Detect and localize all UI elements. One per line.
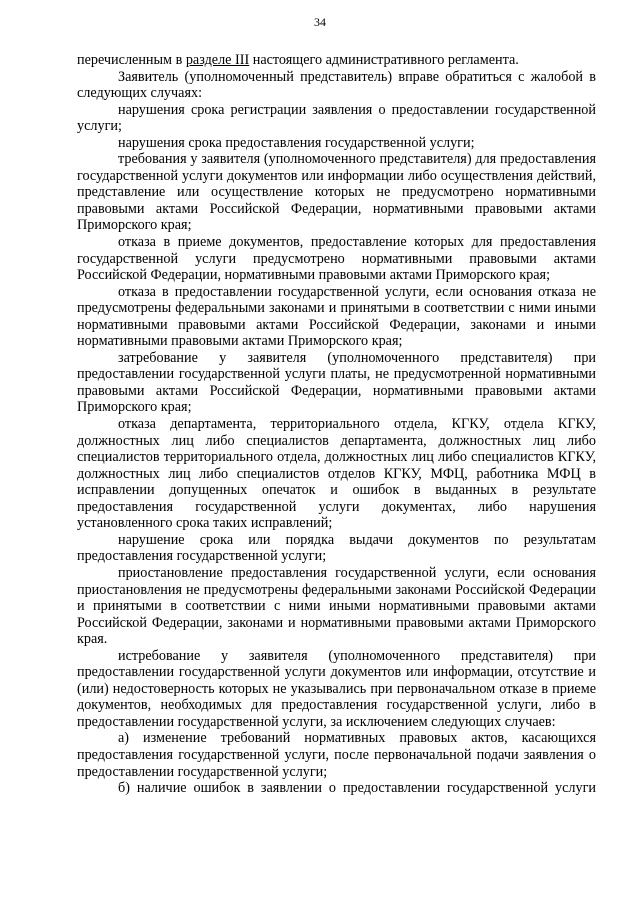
paragraph: нарушения срока регистрации заявления о предоставлении государственной услуги; — [77, 101, 596, 135]
paragraph: отказа департамента, территориального отдела, КГКУ, отдела КГКУ, должностных лиц либо специалистов департамента, должностных лиц либо специалистов территориального отдела, должностных лиц либо специалистов КГКУ, должностных лиц либо специалистов отделов КГКУ, МФЦ, работника МФЦ в исправлении допущенных опечаток и ошибок в выданных в результате предоставления государственной услуги документах, либо нарушения установленного срока таких исправлений; — [77, 416, 596, 532]
paragraph: отказа в приеме документов, предоставление которых для предоставления государственной услуги предусмотрено нормативными правовыми актами Российской Федерации, нормативными правовыми актами Приморского края; — [77, 234, 596, 284]
paragraph: затребование у заявителя (уполномоченного представителя) при предоставлении государственной услуги платы, не предусмотренной нормативными правовыми актами Российской Федерации, нормативными правовыми актами Приморского края; — [77, 349, 596, 416]
page-number: 34 — [314, 15, 326, 29]
paragraph: требования у заявителя (уполномоченного представителя) для предоставления государственной услуги документов или информации либо осуществления действий, представление или осуществление которых не предусмотрено нормативными правовыми актами Российской Федерации, нормативными правовыми актами Приморского края; — [77, 151, 596, 234]
paragraph: приостановление предоставления государственной услуги, если основания приостановления не предусмотрены федеральными законами Российской Федерации и принятыми в соответствии с ними иными нормативными правовыми актами Российской Федерации, законами и нормативными правовыми актами Приморского края. — [77, 564, 596, 648]
paragraph: а) изменение требований нормативных правовых актов, касающихся предоставления государственной услуги, после первоначальной подачи заявления о предоставлении государственной услуги; — [77, 730, 596, 780]
paragraph: истребование у заявителя (уполномоченного представителя) при предоставлении государственной услуги документов или информации, отсутствие и (или) недостоверность которых не указывались при первоначальном отказе в приеме документов, необходимых для предоставления государственной услуги, либо в предоставлении государственной услуги, за исключением следующих случаев: — [77, 647, 596, 730]
paragraph-text-pre: перечисленным в — [77, 52, 186, 68]
document-body — [77, 52, 596, 797]
paragraph: нарушения срока предоставления государственной услуги; — [118, 134, 475, 151]
section-iii-link[interactable]: разделе III — [185, 52, 250, 68]
paragraph-last: б) наличие ошибок в заявлении о предоставлении государственной услуги — [118, 780, 596, 797]
paragraph-text-post: настоящего административного регламента. — [249, 52, 519, 68]
paragraph-continuation — [77, 52, 596, 69]
paragraph: Заявитель (уполномоченный представитель) вправе обратиться с жалобой в следующих случаях: — [77, 68, 596, 102]
paragraph: нарушение срока или порядка выдачи документов по результатам предоставления государственной услуги; — [77, 531, 596, 565]
paragraph: отказа в предоставлении государственной услуги, если основания отказа не предусмотрены федеральными законами и принятыми в соответствии с ними иными нормативными правовыми актами Российской Федерации, законами и иными нормативными правовыми актами Приморского края; — [77, 283, 596, 350]
